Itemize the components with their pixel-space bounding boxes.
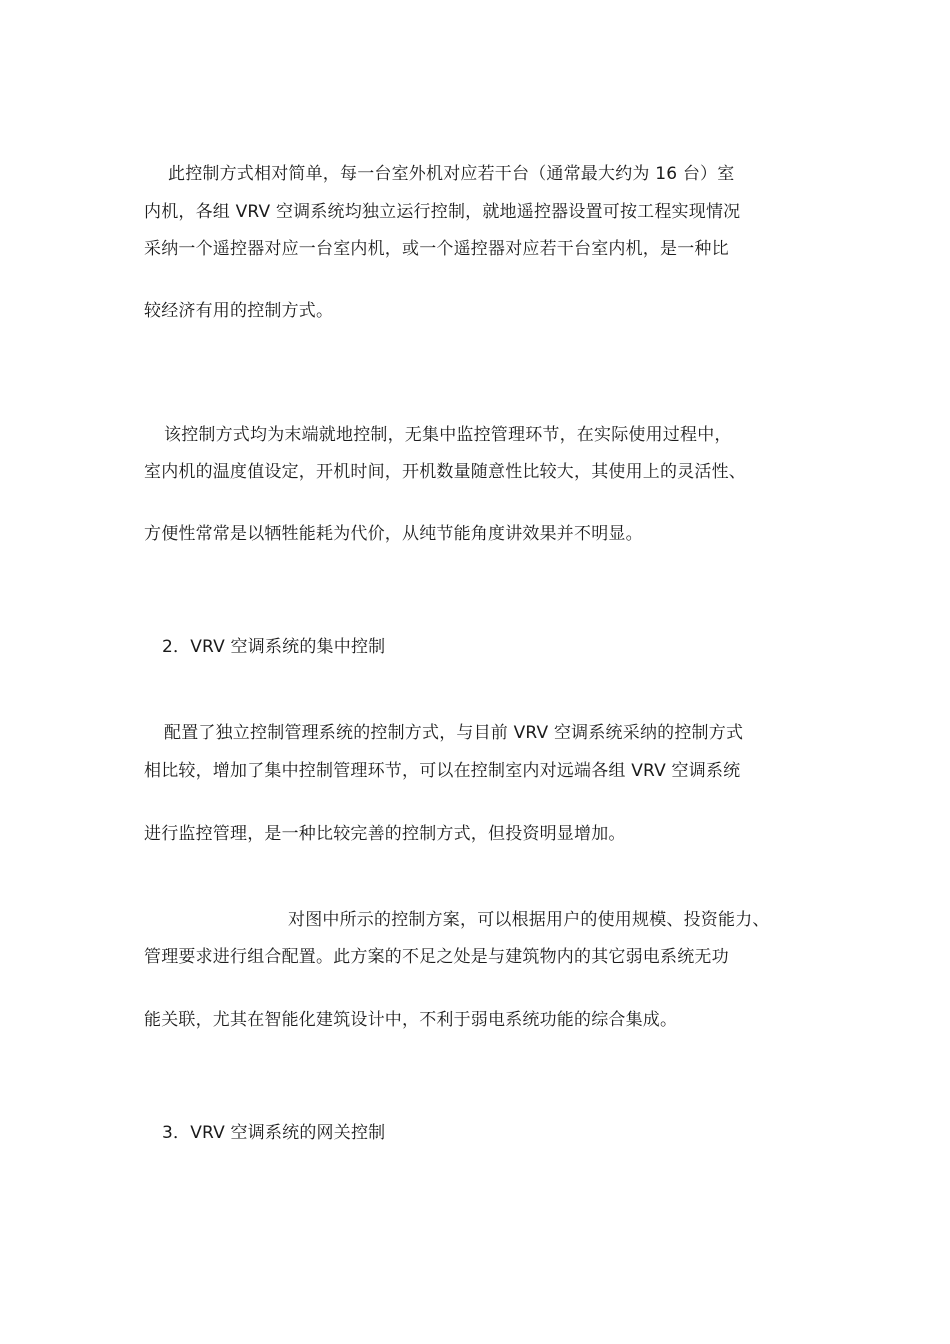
paragraph-1-line-2: 内机，各组 VRV 空调系统均独立运行控制，就地遥控器设置可按工程实现情况 [144,202,741,222]
paragraph-1-line-3: 采纳一个遥控器对应一台室内机，或一个遥控器对应若干台室内机，是一种比 [144,239,729,259]
paragraph-4-line-1: 对图中所示的控制方案，可以根据用户的使用规模、投资能力、 [288,910,770,930]
paragraph-3-line-2: 相比较，增加了集中控制管理环节，可以在控制室内对远端各组 VRV 空调系统 [144,761,741,781]
paragraph-1-line-1: 此控制方式相对简单，每一台室外机对应若干台（通常最大约为 16 台）室 [168,164,735,184]
paragraph-3-line-3: 进行监控管理，是一种比较完善的控制方式，但投资明显增加。 [144,824,626,844]
paragraph-2-line-1: 该控制方式均为末端就地控制，无集中监控管理环节，在实际使用过程中， [164,425,732,445]
section-heading-3: 3．VRV 空调系统的网关控制 [162,1123,386,1143]
paragraph-2-line-2: 室内机的温度值设定，开机时间，开机数量随意性比较大，其使用上的灵活性、 [144,462,746,482]
paragraph-1-line-4: 较经济有用的控制方式。 [144,301,334,321]
paragraph-4-line-3: 能关联，尤其在智能化建筑设计中，不利于弱电系统功能的综合集成。 [144,1010,678,1030]
section-heading-2: 2．VRV 空调系统的集中控制 [162,637,386,657]
paragraph-3-line-1: 配置了独立控制管理系统的控制方式，与目前 VRV 空调系统采纳的控制方式 [164,723,744,743]
paragraph-2-line-3: 方便性常常是以牺牲能耗为代价，从纯节能角度讲效果并不明显。 [144,524,643,544]
paragraph-4-line-2: 管理要求进行组合配置。此方案的不足之处是与建筑物内的其它弱电系统无功 [144,947,729,967]
